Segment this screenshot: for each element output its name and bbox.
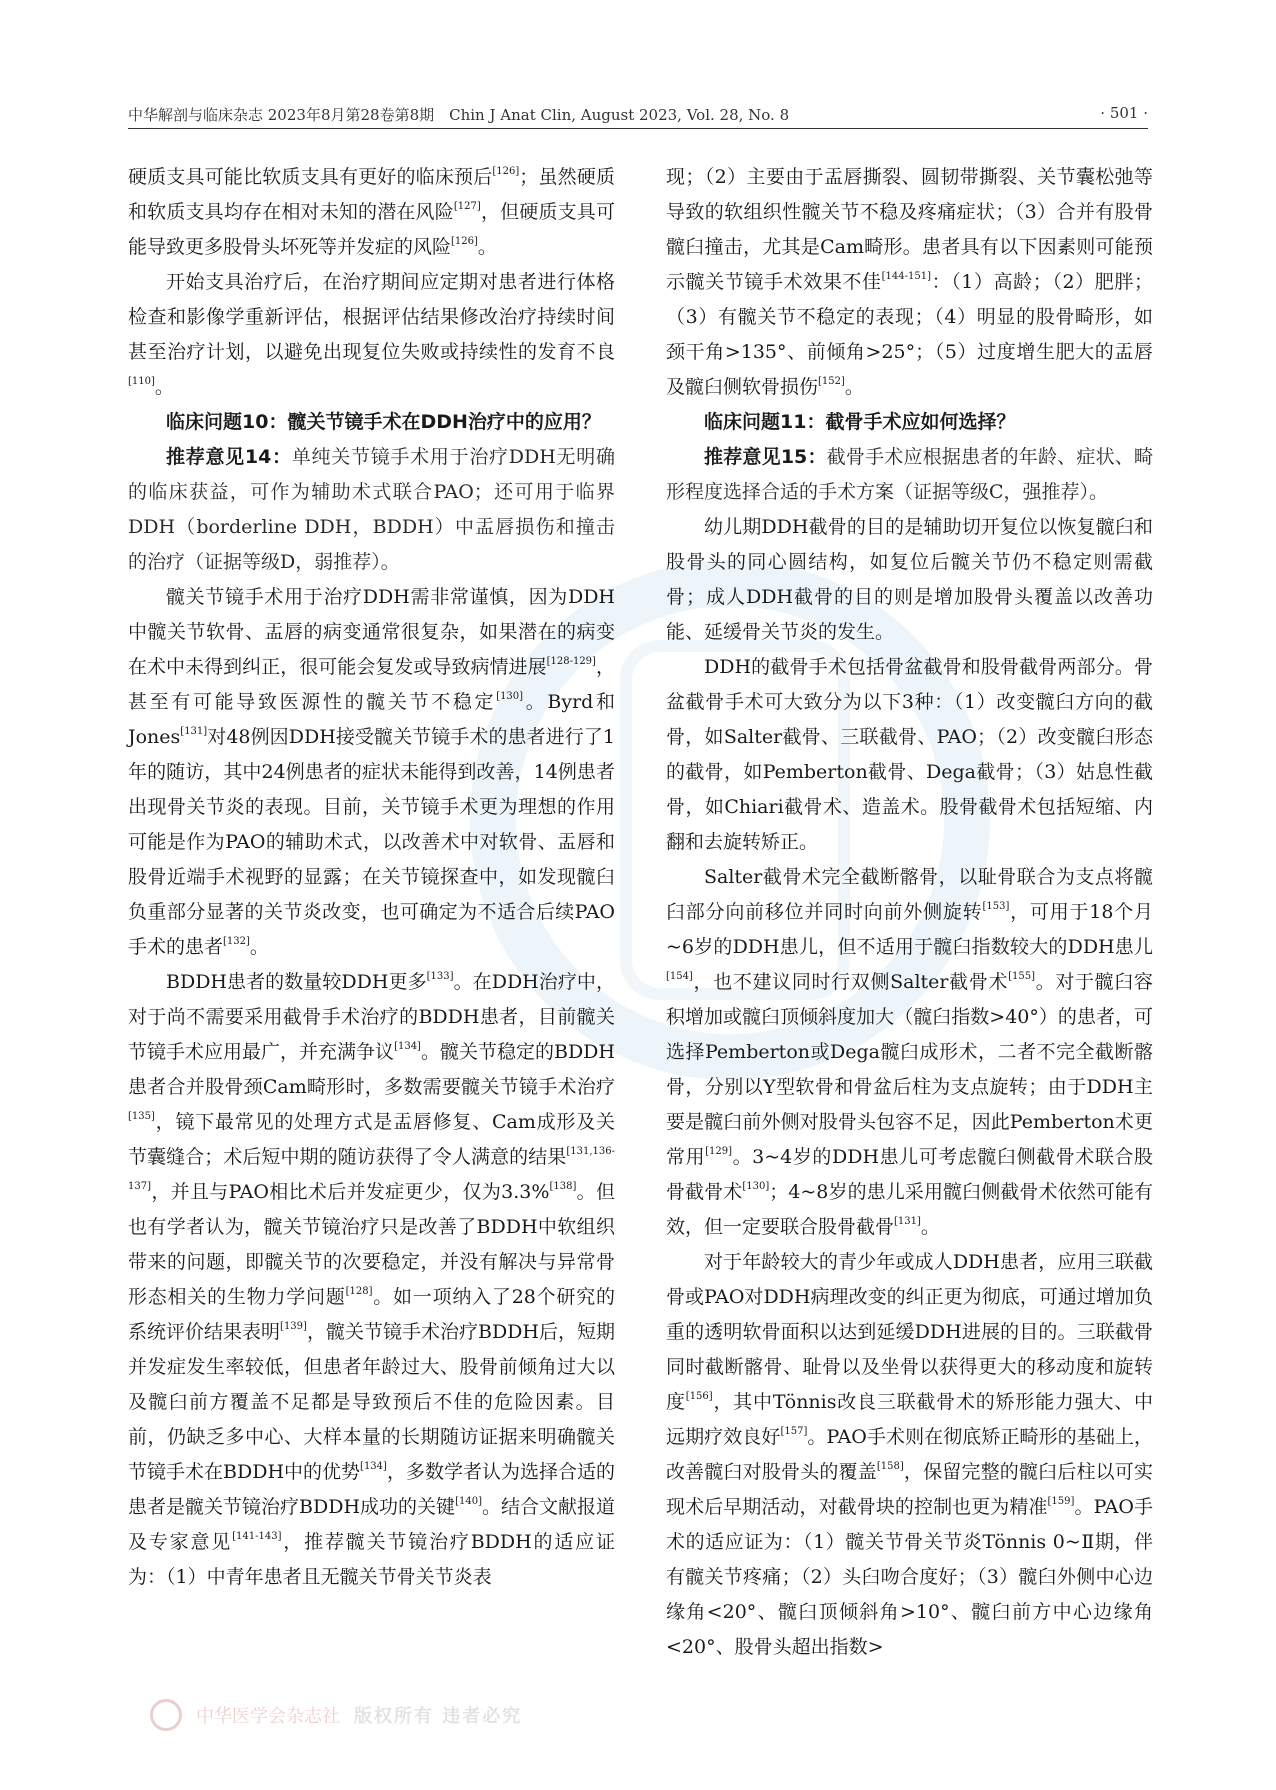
citation-ref: [131]: [894, 1216, 921, 1227]
text-run: 。髋关节稳定的BDDH患者合并股骨颈Cam畸形时，多数需要髋关节镜手术治疗: [128, 1041, 615, 1098]
text-run: 。: [154, 376, 174, 398]
body-paragraph: [666, 650, 1153, 860]
text-run: Salter截骨术完全截断髂骨，以耻骨联合为支点将髋臼部分向前移位并同时向前外侧旋转: [666, 866, 1153, 923]
text-run: 。如一项纳入了28个研究的系统评价结果表明: [128, 1286, 615, 1343]
text-run: ，多数学者认为选择合适的患者是髋关节镜治疗BDDH成功的关键: [128, 1461, 615, 1518]
citation-ref: [130]: [496, 691, 524, 702]
citation-ref: [153]: [982, 901, 1010, 912]
running-header: [128, 104, 1148, 129]
recommendation-text: 单纯关节镜手术用于治疗DDH无明确的临床获益，可作为辅助术式联合PAO；还可用于临界DDH（borderline DDH，BDDH）中盂唇损伤和撞击的治疗（证据等级D，弱推荐）。: [128, 446, 615, 573]
section-heading: 临床问题11：截骨手术应如何选择？: [704, 411, 1016, 433]
text-run: 现；（2）主要由于盂唇撕裂、圆韧带撕裂、关节囊松弛等导致的软组织性髋关节不稳及疼痛症状；（3）合并有股骨髋臼撞击，尤其是Cam畸形。患者具有以下因素则可能预示髋关节镜手术效果不佳: [666, 166, 1153, 293]
text-run: DDH的截骨手术包括骨盆截骨和股骨截骨两部分。骨盆截骨手术可大致分为以下3种：（1）改变髋臼方向的截骨，如Salter截骨、三联截骨、PAO；（2）改变髋臼形态的截骨，如Pemberton截骨、Dega截骨；（3）姑息性截骨，如Chiari截骨术、造盖术。股骨截骨术包括短缩、内翻和去旋转矫正。: [666, 656, 1153, 853]
text-run: ，推荐髋关节镜治疗BDDH的适应证为：（1）中青年患者且无髋关节骨关节炎表: [128, 1531, 615, 1588]
text-run: ，甚至有可能导致医源性的髋关节不稳定: [128, 656, 615, 713]
recommendation-label: 推荐意见14：: [166, 446, 292, 468]
citation-ref: [159]: [1047, 1496, 1075, 1507]
recommendation: [666, 440, 1153, 510]
citation-ref: [155]: [1008, 971, 1036, 982]
text-run: ，并且与PAO相比术后并发症更少，仅为3.3%: [151, 1181, 550, 1203]
citation-ref: [135]: [128, 1111, 155, 1122]
body-paragraph: [128, 580, 615, 965]
citation-ref: [157]: [780, 1426, 808, 1437]
citation-ref: [132]: [223, 936, 250, 947]
text-run: ，髋关节镜手术治疗BDDH后，短期并发症发生率较低，但患者年龄过大、股骨前倾角过大以及髋臼前方覆盖不足都是导致预后不佳的危险因素。目前，仍缺乏多中心、大样本量的长期随访证据来明确髋关节镜手术在BDDH中的优势: [128, 1321, 615, 1483]
page-number: · 501 ·: [1100, 104, 1148, 122]
text-run: ：（1）高龄；（2）肥胖；（3）有髋关节不稳定的表现；（4）明显的股骨畸形，如颈干角>135°、前倾角>25°；（5）过度增生肥大的盂唇及髋臼侧软骨损伤: [666, 271, 1153, 398]
text-run: 对于年龄较大的青少年或成人DDH患者，应用三联截骨或PAO对DDH病理改变的纠正更为彻底，可通过增加负重的透明软骨面积以达到延缓DDH进展的目的。三联截骨同时截断髂骨、耻骨以及坐骨以获得更大的移动度和旋转度: [666, 1251, 1153, 1413]
text-run: 对48例因DDH接受髋关节镜手术的患者进行了1年的随访，其中24例患者的症状未能得到改善，14例患者出现骨关节炎的表现。目前，关节镜手术更为理想的作用可能是作为PAO的辅助术式，以改善术中对软骨、盂唇和股骨近端手术视野的显露；在关节镜探查中，如发现髋臼负重部分显著的关节炎改变，也可确定为不适合后续PAO手术的患者: [128, 726, 615, 958]
right-column: [666, 160, 1153, 1665]
body-paragraph: [666, 160, 1153, 405]
citation-ref: [138]: [549, 1181, 577, 1192]
text-run: 。PAO手术则在彻底矫正畸形的基础上，改善髋臼对股骨头的覆盖: [666, 1426, 1153, 1483]
text-run: 幼儿期DDH截骨的目的是辅助切开复位以恢复髋臼和股骨头的同心圆结构，如复位后髋关节仍不稳定则需截骨；成人DDH截骨的目的则是增加股骨头覆盖以改善功能、延缓骨关节炎的发生。: [666, 516, 1153, 643]
text-run: ；虽然硬质和软质支具均存在相对未知的潜在风险: [128, 166, 615, 223]
recommendation-label: 推荐意见15：: [704, 446, 827, 468]
text-run: 开始支具治疗后，在治疗期间应定期对患者进行体格检查和影像学重新评估，根据评估结果修改治疗持续时间甚至治疗计划，以避免出现复位失败或持续性的发育不良: [128, 271, 615, 363]
text-run: 。PAO手术的适应证为：（1）髋关节骨关节炎Tönnis 0~Ⅱ期，伴有髋关节疼痛；（2）头臼吻合度好；（3）髋臼外侧中心边缘角<20°、髋臼顶倾斜角>10°、髋臼前方中心边缘角<20°、股骨头超出指数>: [666, 1496, 1153, 1658]
citation-ref: [144-151]: [881, 271, 931, 282]
citation-ref: [134]: [394, 1041, 421, 1052]
body-paragraph: [128, 965, 615, 1595]
text-run: ，镜下最常见的处理方式是盂唇修复、Cam成形及关节囊缝合；术后短中期的随访获得了令人满意的结果: [128, 1111, 615, 1168]
body-paragraph: [666, 1245, 1153, 1665]
text-run: 。: [477, 236, 497, 258]
citation-ref: [128]: [345, 1286, 373, 1297]
text-run: 。在DDH治疗中，对于尚不需要采用截骨手术治疗的BDDH患者，目前髋关节镜手术应用最广，并充满争议: [128, 971, 615, 1063]
body-paragraph: [666, 860, 1153, 1245]
citation-ref: [154]: [666, 971, 693, 982]
text-run: ，可用于18个月~6岁的DDH患儿，但不适用于髋臼指数较大的DDH患儿: [666, 901, 1153, 958]
text-run: ；4~8岁的患儿采用髋臼侧截骨术依然可能有效，但一定要联合股骨截骨: [666, 1181, 1153, 1238]
citation-ref: [133]: [426, 971, 454, 982]
text-run: 。对于髋臼容积增加或髋臼顶倾斜度加大（髋臼指数>40°）的患者，可选择Pemberton或Dega髋臼成形术，二者不完全截断髂骨，分别以Y型软骨和骨盆后柱为支点旋转；由于DDH主要是髋臼前外侧对股骨头包容不足，因此Pemberton术更常用: [666, 971, 1153, 1168]
text-run: ，也不建议同时行双侧Salter截骨术: [692, 971, 1009, 993]
citation-ref: [129]: [705, 1146, 733, 1157]
citation-ref: [156]: [685, 1391, 713, 1402]
citation-ref: [126]: [451, 236, 478, 247]
text-run: ，但硬质支具可能导致更多股骨头坏死等并发症的风险: [128, 201, 615, 258]
citation-ref: [134]: [360, 1461, 387, 1472]
publisher-watermark: [150, 1700, 522, 1730]
publisher-name: 中华医学会杂志社: [196, 1706, 340, 1727]
citation-ref: [128-129]: [546, 656, 596, 667]
journal-citation: 中华解剖与临床杂志 2023年8月第28卷第8期 Chin J Anat Clin, August 2023, Vol. 28, No. 8: [128, 106, 790, 124]
text-run: 。结合文献报道及专家意见: [128, 1496, 615, 1553]
citation-ref: [140]: [455, 1496, 482, 1507]
text-run: 。3~4岁的DDH患儿可考虑髋臼侧截骨术联合股骨截骨术: [666, 1146, 1153, 1203]
recommendation: [128, 440, 615, 580]
citation-ref: [127]: [453, 201, 481, 212]
body-paragraph: [128, 160, 615, 265]
section-heading: 临床问题10：髋关节镜手术在DDH治疗中的应用？: [166, 411, 601, 433]
text-run: 。但也有学者认为，髋关节镜治疗只是改善了BDDH中软组织带来的问题，即髋关节的次要稳定，并没有解决与异常骨形态相关的生物力学问题: [128, 1181, 615, 1308]
citation-ref: [139]: [280, 1321, 307, 1332]
citation-ref: [126]: [492, 166, 520, 177]
copyright-stamp: 版权所有 违者必究: [354, 1706, 523, 1727]
publisher-logo-icon: [150, 1699, 182, 1731]
text-run: 。: [920, 1216, 940, 1238]
body-paragraph: [666, 510, 1153, 650]
text-run: 髋关节镜手术用于治疗DDH需非常谨慎，因为DDH中髋关节软骨、盂唇的病变通常很复杂，如果潜在的病变在术中未得到纠正，很可能会复发或导致病情进展: [128, 586, 615, 678]
text-run: 。: [844, 376, 864, 398]
text-run: 。: [249, 936, 269, 958]
citation-ref: [141-143]: [232, 1531, 282, 1542]
citation-ref: [131]: [180, 726, 208, 737]
citation-ref: [131,136-137]: [128, 1146, 615, 1192]
text-run: BDDH患者的数量较DDH更多: [166, 971, 427, 993]
body-paragraph: [128, 265, 615, 405]
recommendation-text: 截骨手术应根据患者的年龄、症状、畸形程度选择合适的手术方案（证据等级C，强推荐）。: [666, 446, 1153, 503]
citation-ref: [110]: [128, 376, 155, 387]
citation-ref: [130]: [742, 1181, 770, 1192]
left-column: [128, 160, 615, 1595]
citation-ref: [152]: [818, 376, 845, 387]
text-run: 硬质支具可能比软质支具有更好的临床预后: [128, 166, 493, 188]
text-run: ，其中Tönnis改良三联截骨术的矫形能力强大、中远期疗效良好: [666, 1391, 1153, 1448]
citation-ref: [158]: [876, 1461, 904, 1472]
text-run: ，保留完整的髋臼后柱以可实现术后早期活动，对截骨块的控制也更为精准: [666, 1461, 1153, 1518]
text-run: 。Byrd和Jones: [128, 691, 615, 748]
